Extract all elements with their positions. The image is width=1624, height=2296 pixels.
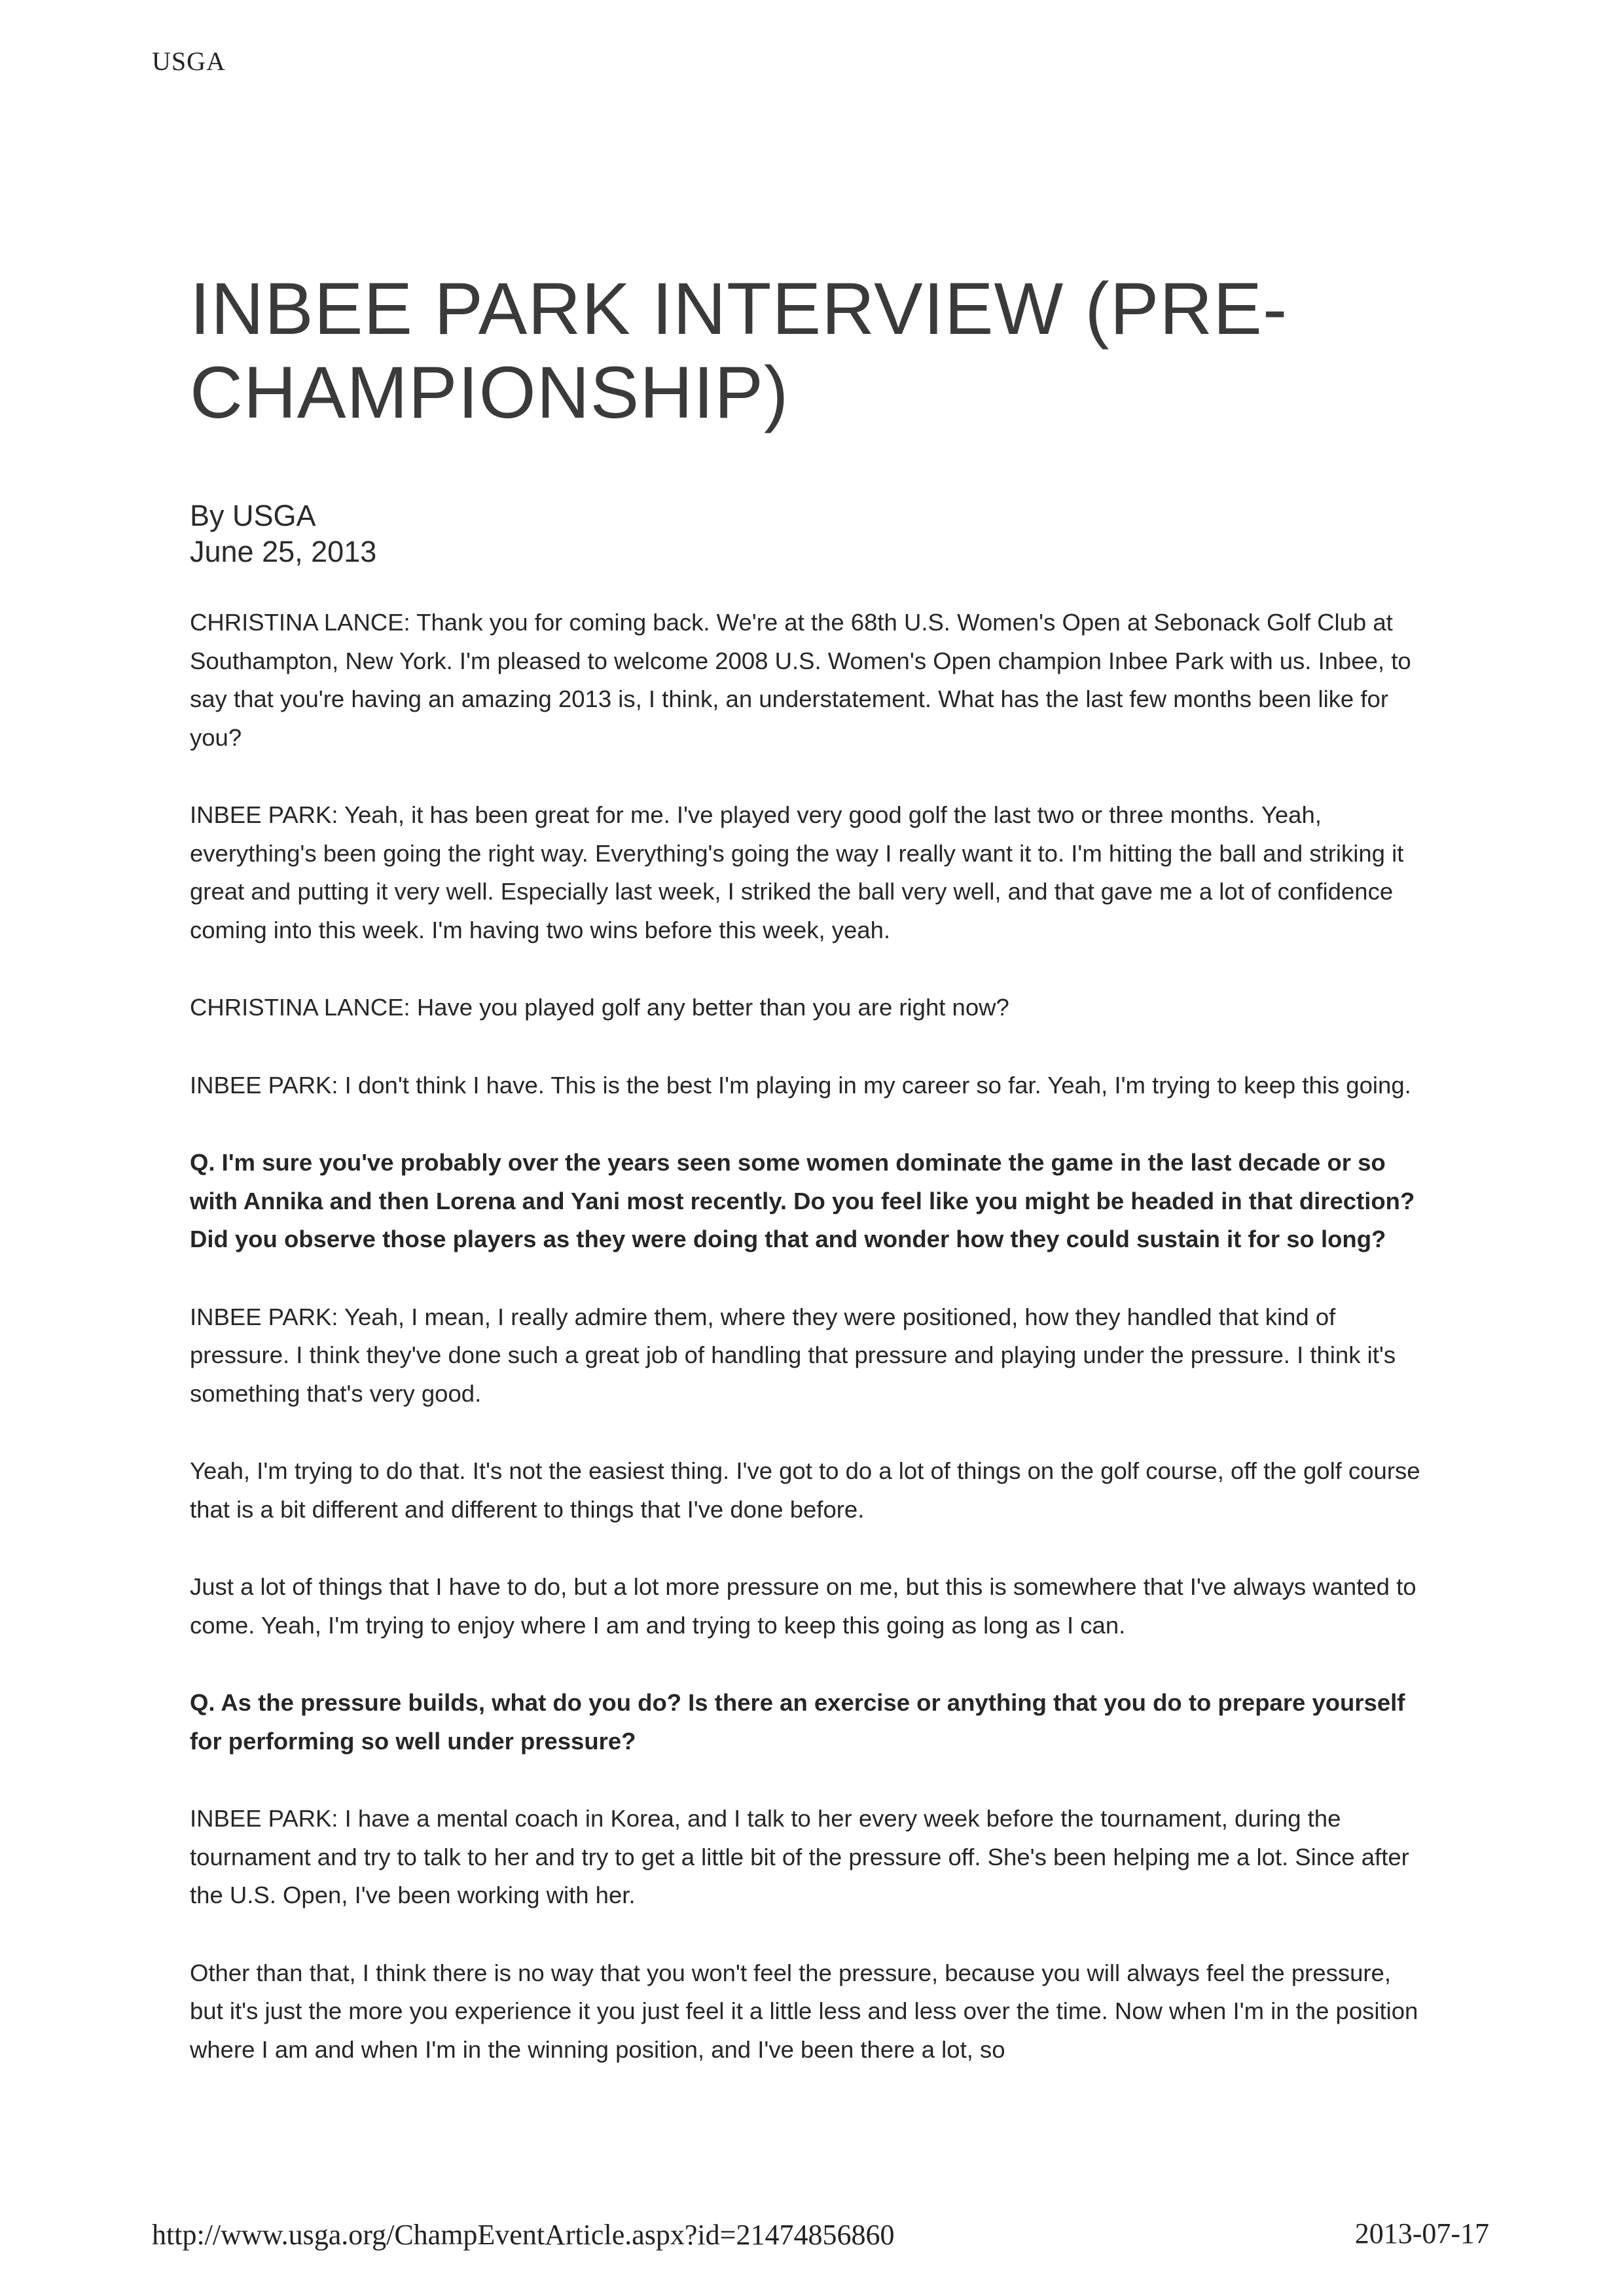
question-paragraph: Q. As the pressure builds, what do you do? Is there an exercise or anything that you do to prepare yourself for performing so well under pressure? <box>190 1689 1405 1755</box>
question-paragraph: Q. I'm sure you've probably over the years seen some women dominate the game in the last decade or so with Annika and then Lorena and Yani most recently. Do you feel like you might be headed in that direction? Did you observe those players as they were doing that and wonder how they could sustain it for so long? <box>190 1149 1415 1252</box>
paragraph: CHRISTINA LANCE: Thank you for coming back. We're at the 68th U.S. Women's Open at Sebonack Golf Club at Southampton, New York. I'm pleased to welcome 2008 U.S. Women's Open champion Inbee Park with us. Inbee, to say that you're having an amazing 2013 is, I think, an understatement. What has the last few months been like for you? <box>190 609 1411 751</box>
paragraph: Just a lot of things that I have to do, but a lot more pressure on me, but this is somewhere that I've always wanted to come. Yeah, I'm trying to enjoy where I am and trying to keep this going as long as I can. <box>190 1573 1416 1639</box>
article-byline <box>190 498 376 570</box>
footer-url: http://www.usga.org/ChampEventArticle.aspx?id=21474856860 <box>152 2219 895 2251</box>
paragraph: Other than that, I think there is no way that you won't feel the pressure, because you will always feel the pressure, but it's just the more you experience it you just feel it a little less and less over the time. Now when I'm in the position where I am and when I'm in the winning position, and I've been there a lot, so <box>190 1959 1418 2063</box>
paragraph: INBEE PARK: Yeah, it has been great for me. I've played very good golf the last two or three months. Yeah, everything's been going the right way. Everything's going the way I really want it to. I'm hitting the ball and striking it great and putting it very well. Especially last week, I striked the ball very well, and that gave me a lot of confidence coming into this week. I'm having two wins before this week, yeah. <box>190 801 1404 943</box>
header-site-name: USGA <box>152 46 226 76</box>
paragraph: Yeah, I'm trying to do that. It's not the easiest thing. I've got to do a lot of things on the golf course, off the golf course that is a bit different and different to things that I've done before. <box>190 1457 1420 1523</box>
paragraph: INBEE PARK: I have a mental coach in Korea, and I talk to her every week before the tournament, during the tournament and try to talk to her and try to get a little bit of the pressure off. She's been helping me a lot. Since after the U.S. Open, I've been working with her. <box>190 1805 1409 1908</box>
footer-print-date: 2013-07-17 <box>1354 2217 1489 2250</box>
paragraph: INBEE PARK: I don't think I have. This is the best I'm playing in my career so far. Yeah, I'm trying to keep this going. <box>190 1071 1411 1099</box>
article-author: By USGA <box>190 499 316 532</box>
article-date: June 25, 2013 <box>190 535 377 568</box>
paragraph: INBEE PARK: Yeah, I mean, I really admire them, where they were positioned, how they handled that kind of pressure. I think they've done such a great job of handling that pressure and playing under the pressure. I think it's something that's very good. <box>190 1303 1396 1407</box>
paragraph: CHRISTINA LANCE: Have you played golf any better than you are right now? <box>190 994 1009 1021</box>
article-title: INBEE PARK INTERVIEW (PRE-CHAMPIONSHIP) <box>190 268 1288 433</box>
article-body <box>190 604 1420 2108</box>
